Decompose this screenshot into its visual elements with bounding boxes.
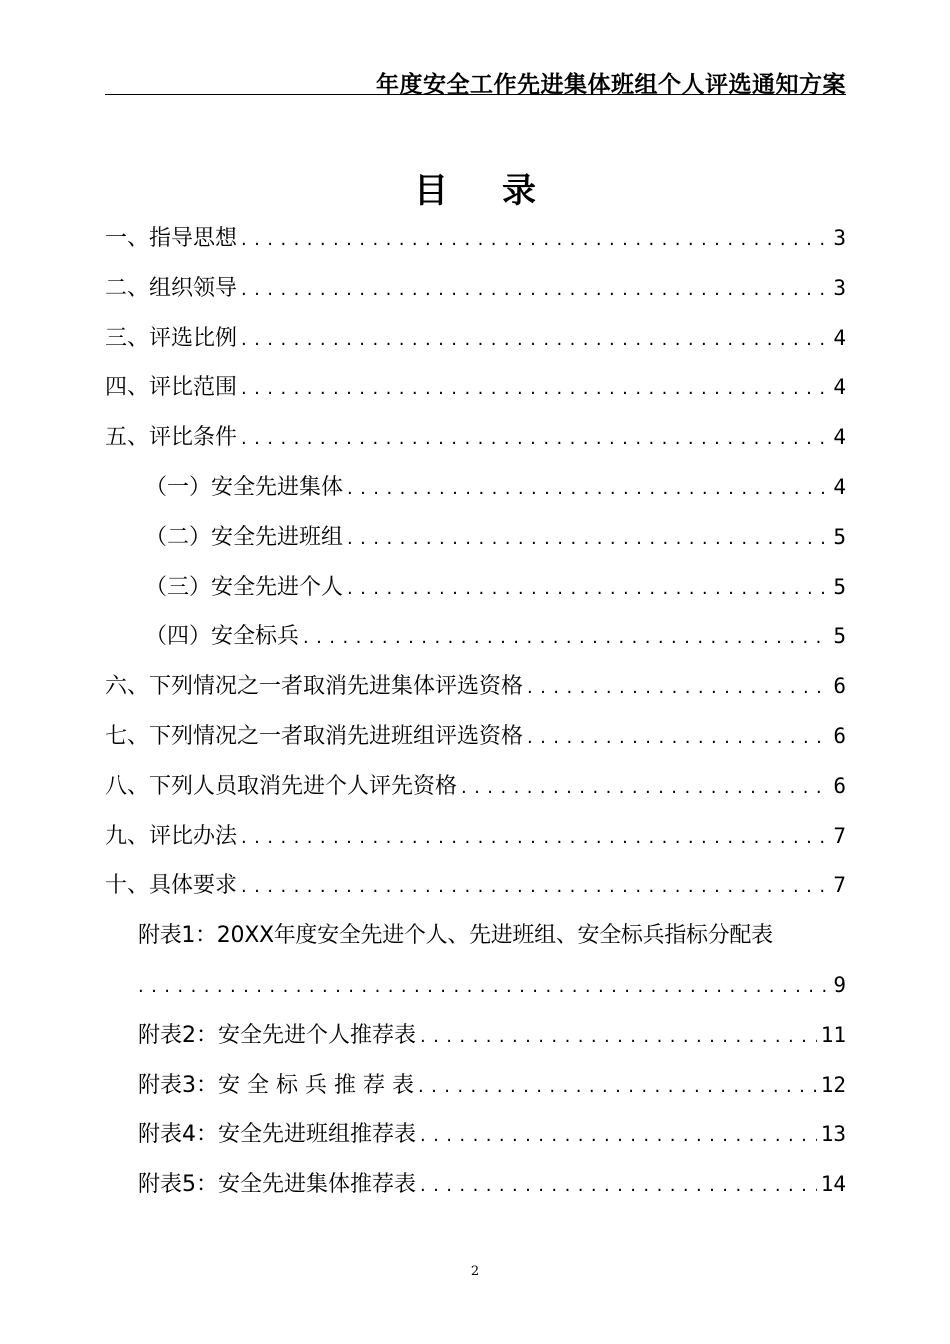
toc-entry-label: 八、下列人员取消先进个人评先资格 <box>105 773 458 799</box>
toc-entry-page: 13 <box>820 1122 846 1147</box>
toc-entry-label: 四、评比范围 <box>105 375 238 401</box>
toc-entry-page: 6 <box>833 773 846 798</box>
toc-entry-page: 4 <box>833 425 846 450</box>
dot-leader <box>420 1012 817 1062</box>
toc-entry-label: （四）安全标兵 <box>145 624 300 650</box>
toc-entry-page: 6 <box>833 674 846 699</box>
dot-leader <box>303 613 829 663</box>
toc-entry[interactable] <box>105 662 846 712</box>
toc-subentry[interactable] <box>105 463 846 513</box>
toc-entry-label: 十、具体要求 <box>105 873 238 899</box>
dot-leader <box>420 1161 817 1211</box>
toc-appendix-entry[interactable] <box>105 1061 846 1111</box>
header-title: 年度安全工作先进集体班组个人评选通知方案 <box>376 72 846 98</box>
toc-entry-label: （二）安全先进班组 <box>145 524 344 550</box>
toc-entry-label: （一）安全先进集体 <box>145 474 344 500</box>
toc-entry-page: 11 <box>820 1022 846 1047</box>
toc-entry-label: 三、评选比例 <box>105 325 238 351</box>
toc-entry-label: 五、评比条件 <box>105 425 238 451</box>
toc-entry-label: （三）安全先进个人 <box>145 574 344 600</box>
dot-leader <box>347 464 829 514</box>
toc-entry-page: 9 <box>833 972 846 997</box>
toc-entry-label: 二、组织领导 <box>105 275 238 301</box>
dot-leader <box>527 663 829 713</box>
toc-entry-page: 7 <box>833 823 846 848</box>
toc-subentry[interactable] <box>105 513 846 563</box>
toc-appendix-entry[interactable] <box>105 1160 846 1210</box>
toc-entry-label: 七、下列情况之一者取消先进班组评选资格 <box>105 723 524 749</box>
toc-entry[interactable] <box>105 314 846 364</box>
toc-entry-page: 3 <box>833 275 846 300</box>
toc-entry[interactable] <box>105 812 846 862</box>
toc-subentry[interactable] <box>105 563 846 613</box>
toc-appendix-continuation[interactable] <box>105 961 846 1011</box>
dot-leader <box>241 414 829 464</box>
toc-entry[interactable] <box>105 413 846 463</box>
dot-leader <box>241 315 829 365</box>
toc-entry-label: 一、指导思想 <box>105 226 238 251</box>
toc-entry-page: 4 <box>833 375 846 400</box>
toc-entry[interactable] <box>105 214 846 264</box>
toc-entry-label: 六、下列情况之一者取消先进集体评选资格 <box>105 674 524 700</box>
toc-entry-label: 附表2：安全先进个人推荐表 <box>138 1022 416 1048</box>
toc-entry[interactable] <box>105 363 846 413</box>
toc-entry-page: 4 <box>833 474 846 499</box>
toc-entry[interactable] <box>105 712 846 762</box>
toc-title: 目录 <box>414 171 590 211</box>
toc-entry-page: 4 <box>833 325 846 350</box>
toc-entry-page: 3 <box>833 226 846 250</box>
table-of-contents <box>105 214 846 1210</box>
toc-entry-label: 附表3：安 全 标 兵 推 荐 表 <box>138 1072 414 1098</box>
toc-entry-page: 12 <box>820 1072 846 1097</box>
toc-subentry[interactable] <box>105 612 846 662</box>
page-number: 2 <box>470 1264 480 1279</box>
dot-leader <box>347 564 829 614</box>
toc-entry-page: 5 <box>833 574 846 599</box>
dot-leader <box>347 514 829 564</box>
toc-entry-label: 九、评比办法 <box>105 823 238 849</box>
toc-entry[interactable] <box>105 861 846 911</box>
dot-leader <box>138 962 829 1012</box>
toc-entry-label: 附表1：20XX年度安全先进个人、先进班组、安全标兵指标分配表 <box>138 923 773 949</box>
dot-leader <box>241 813 829 863</box>
toc-appendix-entry[interactable] <box>105 911 846 961</box>
toc-appendix-entry[interactable] <box>105 1110 846 1160</box>
toc-entry-page: 5 <box>833 624 846 649</box>
page-header <box>105 64 846 98</box>
dot-leader <box>418 1062 817 1112</box>
toc-entry-label: 附表4：安全先进班组推荐表 <box>138 1122 416 1148</box>
toc-entry-page: 7 <box>833 873 846 898</box>
toc-entry-page: 6 <box>833 723 846 748</box>
dot-leader <box>420 1111 817 1161</box>
dot-leader <box>527 713 829 763</box>
toc-entry[interactable] <box>105 264 846 314</box>
dot-leader <box>241 862 829 912</box>
toc-entry[interactable] <box>105 762 846 812</box>
toc-entry-label: 附表5：安全先进集体推荐表 <box>138 1172 416 1198</box>
dot-leader <box>241 265 829 315</box>
toc-appendix-entry[interactable] <box>105 1011 846 1061</box>
toc-entry-page: 14 <box>820 1172 846 1197</box>
dot-leader <box>241 215 829 265</box>
dot-leader <box>241 364 829 414</box>
dot-leader <box>461 763 829 813</box>
toc-entry-page: 5 <box>833 524 846 549</box>
